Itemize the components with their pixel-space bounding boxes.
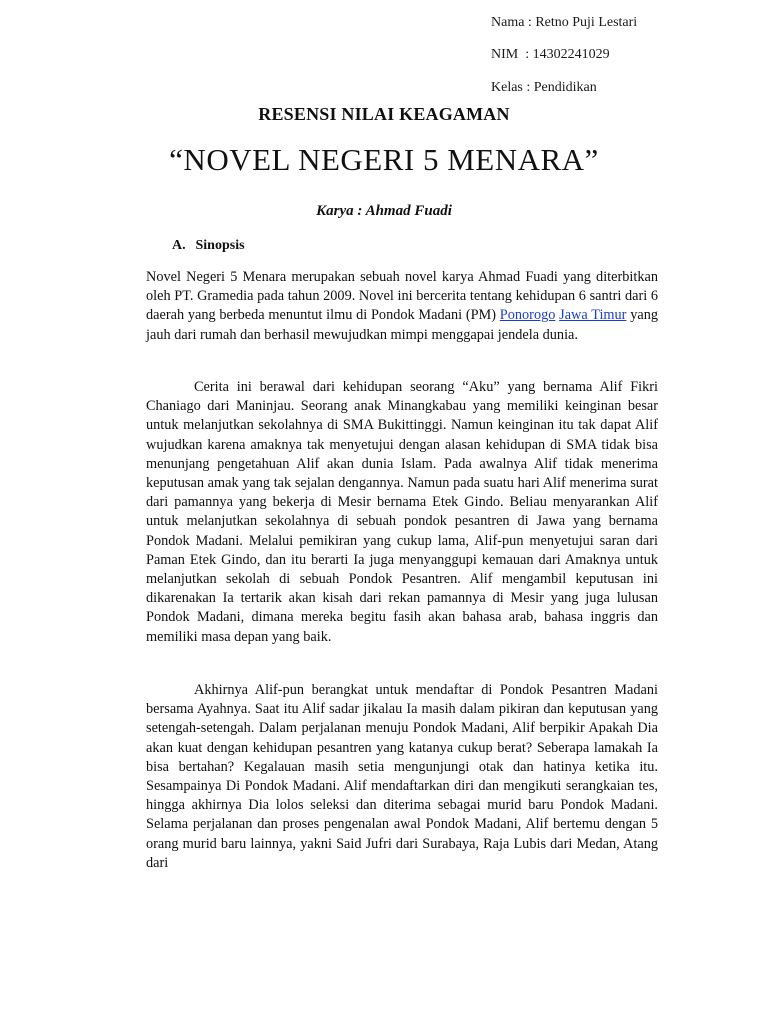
synopsis-paragraph-3: Akhirnya Alif-pun berangkat untuk mendaftar di Pondok Pesantren Madani bersama Ayahnya. Saat itu Alif sadar jikalau Ia masih dalam pikiran dan keputusan yang setengah-setengah. Dalam perjalanan menuju Pondok Madani, Alif berpikir Apakah Dia akan kuat dengan kehidupan pesantren yang katanya cukup berat? Seberapa lamakah Ia bisa bertahan? Kegalauan masih setia mengunjungi otak dan hatinya ketika itu. Sesampainya Di Pondok Madani. Alif mendaftarkan diri dan mengikuti serangkaian tes, hingga akhirnya Dia lolos seleksi dan diterima sebagai murid baru Pondok Madani. Selama perjalanan dan proses pengenalan awal Pondok Madani, Alif bertemu dengan 5 orang murid baru lainnya, yakni Said Jufri dari Surabaya, Raja Lubis dari Medan, Atang dari bbox=[146, 682, 658, 871]
section-title: Sinopsis bbox=[195, 238, 245, 253]
link-jawa-timur[interactable]: Jawa Timur bbox=[559, 307, 627, 324]
novel-title: “NOVEL NEGERI 5 MENARA” bbox=[169, 142, 599, 177]
student-class: Kelas : Pendidikan bbox=[491, 80, 597, 95]
paragraph-text: yang jauh dari rumah dan berhasil mewujudkan mimpi menggapai jendela dunia. bbox=[146, 307, 658, 343]
student-name: Nama : Retno Puji Lestari bbox=[491, 15, 638, 30]
synopsis-paragraph-2: Cerita ini berawal dari kehidupan seorang “Aku” yang bernama Alif Fikri Chaniago dari Maninjau. Seorang anak Minangkabau yang memiliki keinginan besar untuk melanjutkan sekolahnya di SMA Bukittinggi. Namun keinginan itu tak dapat Alif wujudkan karena amaknya tak menyetujui dengan alasan kehidupan di SMA tidak bisa menunjang pengetahuan Alif akan dunia Islam. Pada awalnya Alif tidak menerima keputusan amak yang tak sejalan dengannya. Namun pada suatu hari Alif menerima surat dari pamannya yang bekerja di Mesir bernama Etek Gindo. Beliau menyarankan Alif untuk melanjutkan sekolahnya di sebuah pondok pesantren di Jawa yang bernama Pondok Madani. Melalui pemikiran yang cukup lama, Alif-pun menyetujui saran dari Paman Etek Gindo, dan itu berarti Ia juga menyanggupi kemauan dari Amaknya untuk melanjutkan sekolah di sebuah Pondok Pesantren. Alif mengambil keputusan ini dikarenakan Ia tertarik akan kisah dari rekan pamannya di Mesir yang juga lulusan Pondok Madani, dimana mereka begitu fasih akan bahasa arab, bahasa inggris dan memiliki masa depan yang baik. bbox=[146, 379, 658, 645]
link-ponorogo[interactable]: Ponorogo bbox=[499, 307, 556, 324]
section-label: A. bbox=[172, 238, 186, 253]
section-heading-synopsis bbox=[172, 238, 245, 254]
review-heading: RESENSI NILAI KEAGAMAN bbox=[258, 104, 510, 124]
paragraph-text: Novel Negeri 5 Menara merupakan sebuah novel karya Ahmad Fuadi yang diterbitkan oleh PT. Gramedia pada tahun 2009. Novel ini bercerita tentang kehidupan 6 santri dari 6 daerah yang berbeda menuntut ilmu di Pondok Madani (PM) bbox=[146, 269, 658, 324]
student-nim: NIM : 14302241029 bbox=[491, 47, 610, 62]
author-line: Karya : Ahmad Fuadi bbox=[316, 203, 452, 219]
synopsis-paragraph-1 bbox=[146, 268, 658, 345]
